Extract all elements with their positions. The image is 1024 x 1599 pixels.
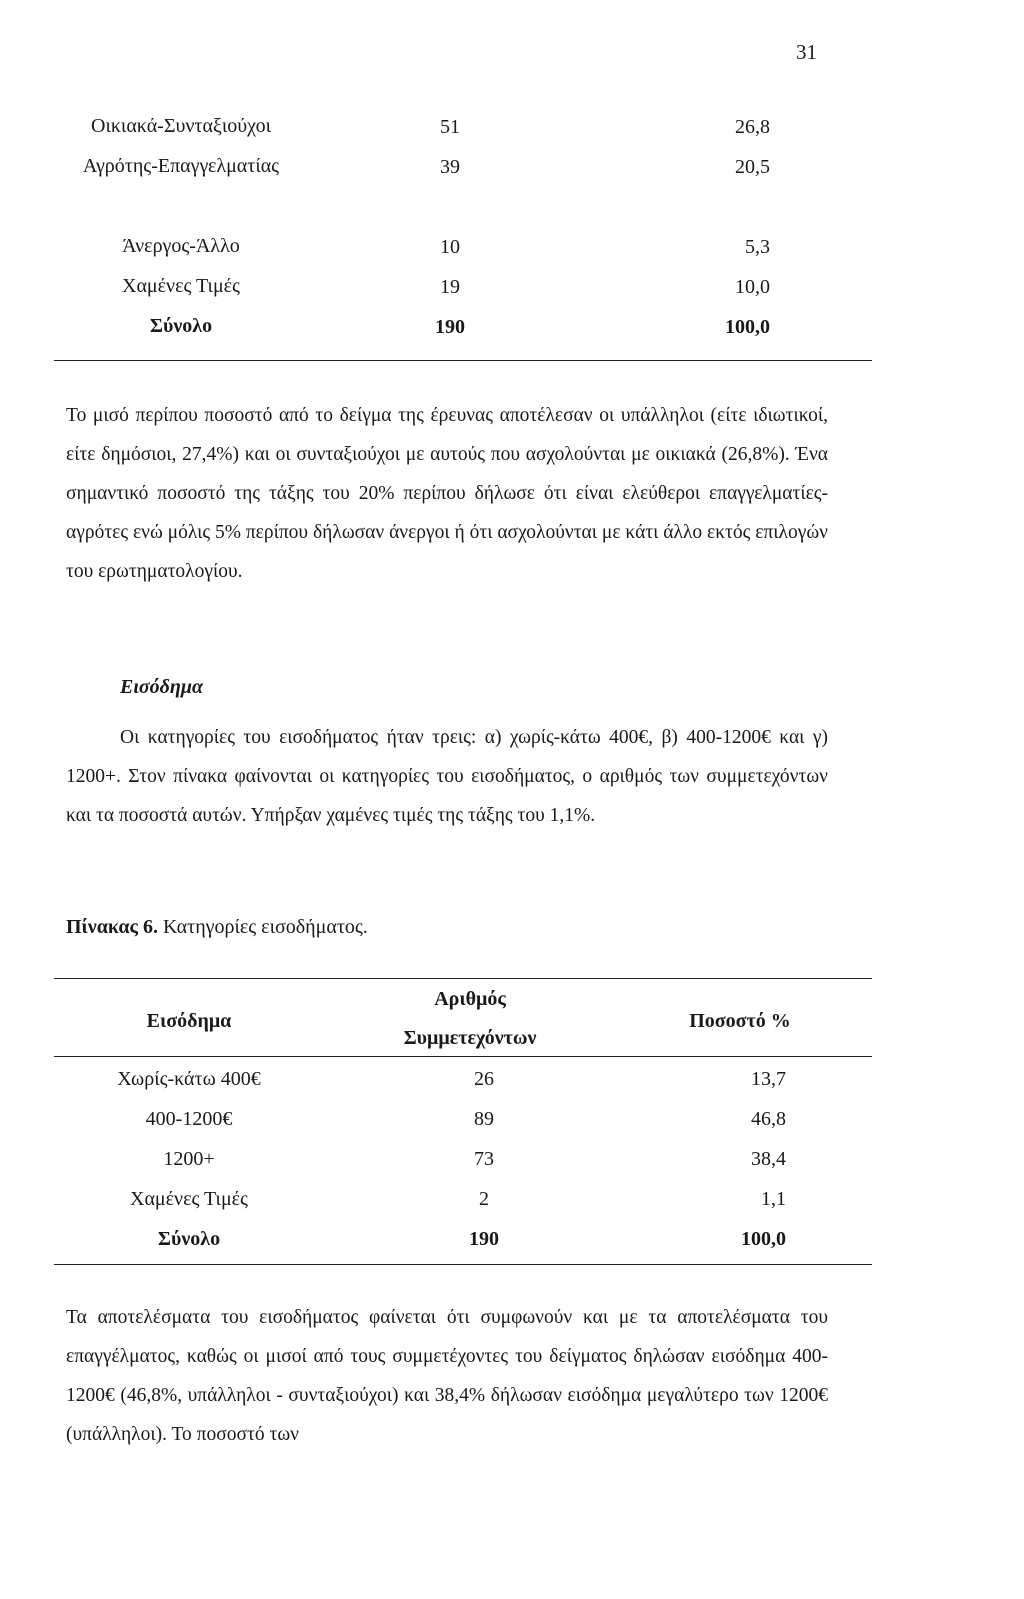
row-count: 51: [440, 116, 460, 138]
income-table-body: [54, 1062, 872, 1262]
header-count-line1: Αριθμός: [434, 988, 506, 1010]
table-row: [54, 1102, 872, 1142]
total-percent: 100,0: [741, 1228, 786, 1250]
section-heading-income: Εισόδημα: [120, 676, 204, 698]
row-percent: 38,4: [751, 1148, 786, 1170]
header-percent: Ποσοστό %: [689, 1010, 791, 1032]
table-row: [54, 152, 872, 232]
table-bottom-rule: [54, 360, 872, 361]
header-count-line2: Συμμετεχόντων: [403, 1027, 537, 1049]
total-label: Σύνολο: [157, 1228, 221, 1250]
row-label: Χωρίς-κάτω 400€: [117, 1068, 261, 1090]
row-label: Οικιακά-Συνταξιούχοι: [91, 115, 271, 137]
table-bottom-rule: [54, 1264, 872, 1265]
row-percent: 46,8: [751, 1108, 786, 1130]
row-count: 73: [474, 1148, 494, 1170]
row-count: 2: [479, 1188, 489, 1210]
table-row: [54, 1182, 872, 1222]
total-count: 190: [469, 1228, 499, 1250]
row-label: 400-1200€: [145, 1108, 233, 1130]
row-percent: 20,5: [735, 156, 770, 178]
row-count: 89: [474, 1108, 494, 1130]
row-count: 26: [474, 1068, 494, 1090]
paragraph-income-categories: Οι κατηγορίες του εισοδήματος ήταν τρεις: α) χωρίς-κάτω 400€, β) 400-1200€ και γ) 1200+. Στον πίνακα φαίνονται οι κατηγορίες του εισοδήματος, ο αριθμός των συμμετεχόντων και τα ποσοστά αυτών. Υπήρξαν χαμένες τιμές της τάξης του 1,1%.: [66, 727, 828, 826]
table-caption: [66, 916, 368, 939]
header-income: Εισόδημα: [146, 1010, 232, 1032]
row-count: 19: [440, 276, 460, 298]
table-total-row: [54, 312, 872, 352]
table-caption-label: Πίνακας 6.: [66, 916, 158, 938]
row-count: 39: [440, 156, 460, 178]
table-total-row: [54, 1222, 872, 1262]
header-count: [360, 980, 580, 1058]
total-percent: 100,0: [725, 316, 770, 338]
row-percent: 10,0: [735, 276, 770, 298]
row-percent: 1,1: [761, 1188, 786, 1210]
total-label: Σύνολο: [149, 315, 213, 337]
table-row: [54, 1062, 872, 1102]
table-header-rule: [54, 1056, 872, 1057]
row-label: Χαμένες Τιμές: [130, 1188, 248, 1210]
row-percent: 5,3: [745, 236, 770, 258]
row-percent: 26,8: [735, 116, 770, 138]
row-label: 1200+: [163, 1148, 215, 1170]
paragraph-occupation-summary: Το μισό περίπου ποσοστό από το δείγμα της έρευνας αποτέλεσαν οι υπάλληλοι (είτε ιδιωτικοί, είτε δημόσιοι, 27,4%) και οι συνταξιούχοι με αυτούς που ασχολούνται με οικιακά (26,8%). Ένα σημαντικό ποσοστό της τάξης του 20% περίπου δήλωσε ότι είναι ελεύθεροι επαγγελματίες-αγρότες ενώ μόλις 5% περίπου δήλωσαν άνεργοι ή ότι ασχολούνται με κάτι άλλο εκτός επιλογών του ερωτηματολογίου.: [66, 405, 828, 582]
occupation-table: [54, 112, 872, 352]
row-percent: 13,7: [751, 1068, 786, 1090]
table-top-rule: [54, 978, 872, 979]
row-label: Χαμένες Τιμές: [122, 275, 240, 297]
row-count: 10: [440, 236, 460, 258]
table-caption-text: Κατηγορίες εισοδήματος.: [157, 916, 368, 938]
paragraph-income-results: Τα αποτελέσματα του εισοδήματος φαίνεται ότι συμφωνούν και με τα αποτελέσματα του επαγγέλματος, καθώς οι μισοί από τους συμμετέχοντες του δείγματος δηλώσαν εισόδημα 400-1200€ (46,8%, υπάλληλοι - συνταξιούχοι) και 38,4% δήλωσαν εισόδημα μεγαλύτερο των 1200€ (υπάλληλοι). Το ποσοστό των: [66, 1307, 828, 1445]
page-number: 31: [796, 40, 817, 64]
row-label: Αγρότης-Επαγγελματίας: [82, 155, 280, 177]
total-count: 190: [435, 316, 465, 338]
row-label: Άνεργος-Άλλο: [122, 235, 240, 257]
table-row: [54, 1142, 872, 1182]
